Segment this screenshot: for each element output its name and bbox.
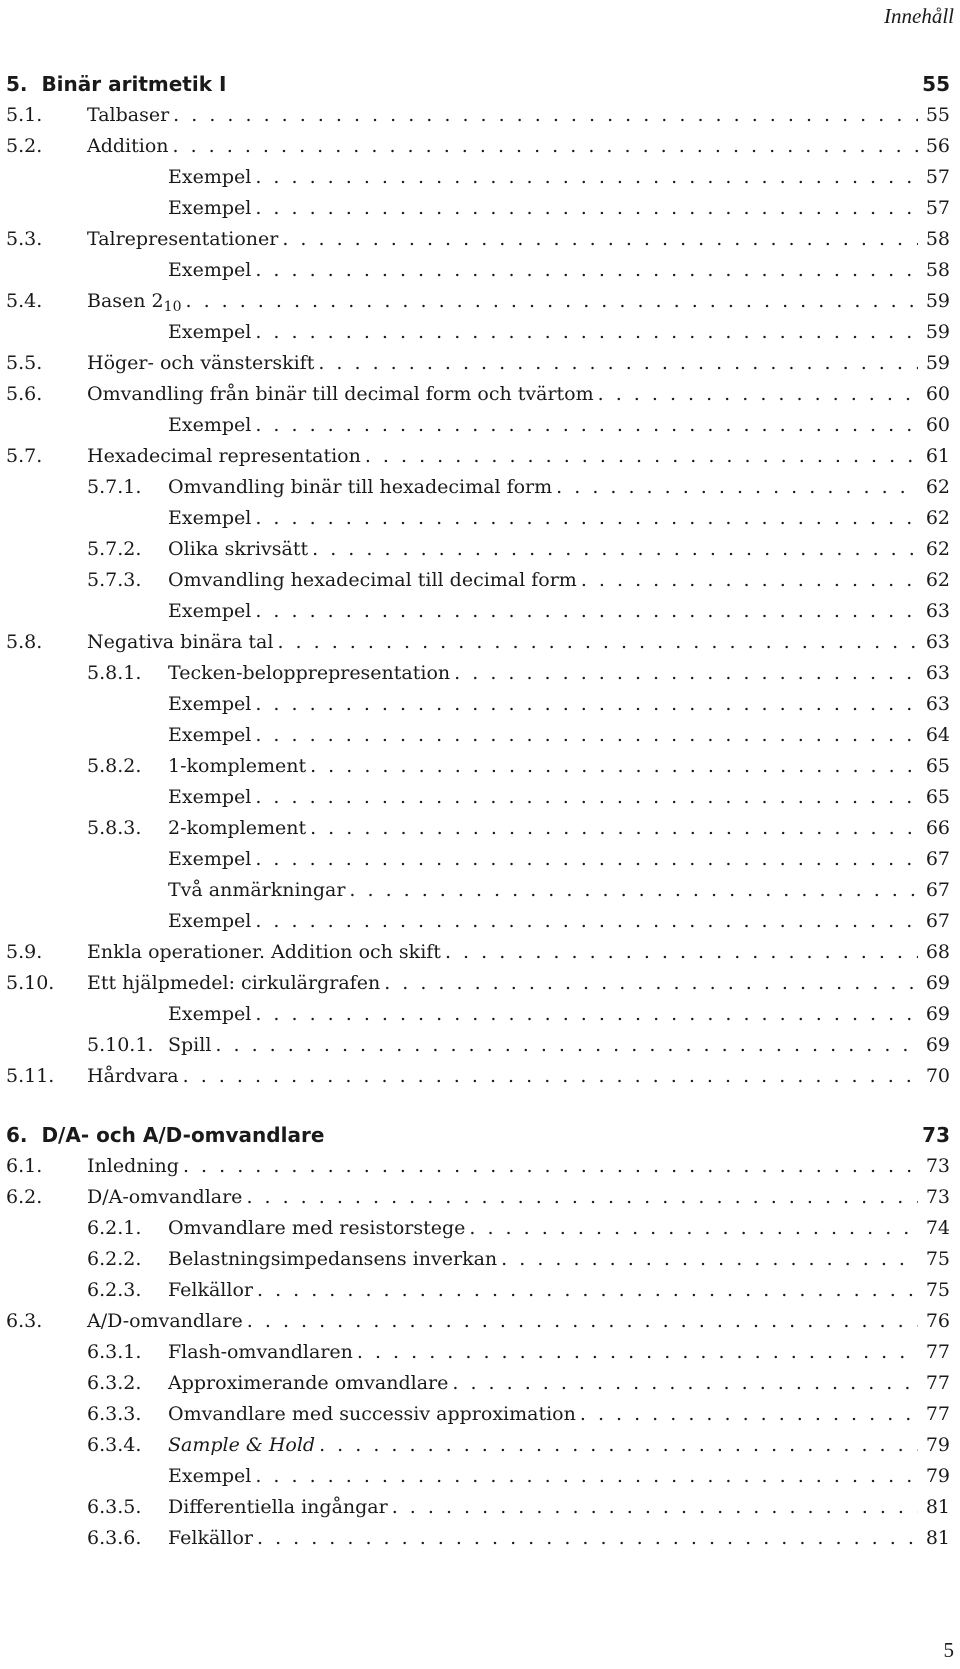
toc-entry[interactable] xyxy=(6,193,950,224)
toc-entry[interactable] xyxy=(6,1430,950,1461)
entry-number: 6.2.1. xyxy=(87,1217,142,1239)
dot-leader xyxy=(255,1461,918,1492)
entry-title: Omvandling hexadecimal till decimal form xyxy=(168,569,577,591)
entry-page: 79 xyxy=(925,1465,950,1487)
toc-entry[interactable] xyxy=(6,1213,950,1244)
entry-title: Basen $2_{10}$ xyxy=(87,290,182,315)
entry-title: Exempel xyxy=(168,724,252,746)
dot-leader xyxy=(246,1182,918,1213)
entry-number: 5.7.3. xyxy=(87,569,142,591)
entry-title: Flash-omvandlaren xyxy=(168,1341,353,1363)
dot-leader xyxy=(255,782,918,813)
chapter-title: 6. D/A- och A/D-omvandlare xyxy=(6,1123,325,1147)
entry-number: 5.6. xyxy=(6,383,43,405)
toc-entry[interactable] xyxy=(6,906,950,937)
entry-page: 69 xyxy=(925,1003,950,1025)
toc-entry[interactable] xyxy=(6,1399,950,1430)
entry-title: Talbaser xyxy=(87,104,170,126)
entry-page: 62 xyxy=(925,569,950,591)
entry-page: 63 xyxy=(925,631,950,653)
dot-leader xyxy=(215,1030,918,1061)
dot-leader xyxy=(349,875,918,906)
entry-title: Exempel xyxy=(168,197,252,219)
entry-number: 5.2. xyxy=(6,135,43,157)
toc-entry[interactable] xyxy=(6,1523,950,1554)
entry-title: Exempel xyxy=(168,259,252,281)
toc-entry[interactable] xyxy=(6,1461,950,1492)
dot-leader xyxy=(247,1306,918,1337)
entry-page: 67 xyxy=(925,848,950,870)
entry-title: Exempel xyxy=(168,166,252,188)
entry-title: Två anmärkningar xyxy=(168,879,346,901)
entry-title: Ett hjälpmedel: cirkulärgrafen xyxy=(87,972,381,994)
entry-page: 63 xyxy=(925,662,950,684)
entry-number: 6.3.3. xyxy=(87,1403,142,1425)
dot-leader xyxy=(183,1061,918,1092)
dot-leader xyxy=(452,1368,918,1399)
entry-page: 79 xyxy=(925,1434,950,1456)
entry-title: Olika skrivsätt xyxy=(168,538,309,560)
entry-page: 65 xyxy=(925,755,950,777)
entry-page: 77 xyxy=(925,1403,950,1425)
entry-page: 74 xyxy=(925,1217,950,1239)
dot-leader xyxy=(255,720,918,751)
entry-page: 73 xyxy=(925,1186,950,1208)
toc-entry[interactable] xyxy=(6,1492,950,1523)
running-header: Innehåll xyxy=(884,4,954,28)
entry-title: Hexadecimal representation xyxy=(87,445,361,467)
entry-title: Omvandling binär till hexadecimal form xyxy=(168,476,553,498)
entry-page: 67 xyxy=(925,910,950,932)
toc-entry[interactable] xyxy=(6,937,950,968)
entry-page: 63 xyxy=(925,600,950,622)
entry-page: 62 xyxy=(925,538,950,560)
entry-page: 70 xyxy=(925,1065,950,1087)
toc-entry[interactable] xyxy=(6,224,950,255)
dot-leader xyxy=(255,596,918,627)
entry-page: 67 xyxy=(925,879,950,901)
entry-page: 57 xyxy=(925,166,950,188)
entry-title: Omvandlare med successiv approximation xyxy=(168,1403,576,1425)
entry-title: Exempel xyxy=(168,693,252,715)
dot-leader xyxy=(310,751,918,782)
entry-page: 73 xyxy=(925,1155,950,1177)
toc-entry[interactable] xyxy=(6,596,950,627)
dot-leader xyxy=(501,1244,918,1275)
entry-page: 65 xyxy=(925,786,950,808)
entry-number: 5.7.1. xyxy=(87,476,142,498)
toc-entry[interactable] xyxy=(6,1306,950,1337)
entry-number: 5.4. xyxy=(6,290,43,312)
dot-leader xyxy=(319,1430,918,1461)
entry-page: 81 xyxy=(925,1527,950,1549)
toc-entry[interactable] xyxy=(6,813,950,844)
toc-entry[interactable] xyxy=(6,472,950,503)
toc-entry[interactable] xyxy=(6,255,950,286)
entry-page: 55 xyxy=(925,104,950,126)
entry-number: 5.7.2. xyxy=(87,538,142,560)
dot-leader xyxy=(255,906,918,937)
entry-page: 56 xyxy=(925,135,950,157)
toc-entry[interactable] xyxy=(6,720,950,751)
entry-page: 58 xyxy=(925,228,950,250)
entry-page: 64 xyxy=(925,724,950,746)
entry-page: 77 xyxy=(925,1372,950,1394)
toc-entry[interactable] xyxy=(6,1030,950,1061)
dot-leader xyxy=(255,193,918,224)
entry-title: Exempel xyxy=(168,910,252,932)
toc-entry[interactable] xyxy=(6,131,950,162)
dot-leader xyxy=(365,441,918,472)
entry-number: 5.5. xyxy=(6,352,43,374)
toc-entry[interactable] xyxy=(6,689,950,720)
entry-title: Spill xyxy=(168,1034,212,1056)
dot-leader xyxy=(318,348,918,379)
entry-page: 69 xyxy=(925,972,950,994)
chapter-page: 55 xyxy=(922,72,950,96)
dot-leader xyxy=(384,968,918,999)
chapter-page: 73 xyxy=(922,1123,950,1147)
entry-title: Exempel xyxy=(168,848,252,870)
entry-page: 57 xyxy=(925,197,950,219)
entry-title: 2-komplement xyxy=(168,817,307,839)
entry-number: 5.10.1. xyxy=(87,1034,154,1056)
entry-number: 5.10. xyxy=(6,972,55,994)
toc-entry[interactable] xyxy=(6,1182,950,1213)
entry-page: 59 xyxy=(925,321,950,343)
entry-number: 5.8.1. xyxy=(87,662,142,684)
entry-title: Belastningsimpedansens inverkan xyxy=(168,1248,498,1270)
entry-title: Exempel xyxy=(168,507,252,529)
entry-title: Felkällor xyxy=(168,1279,253,1301)
entry-page: 66 xyxy=(925,817,950,839)
toc-entry[interactable] xyxy=(6,565,950,596)
dot-leader xyxy=(173,100,918,131)
entry-title: Höger- och vänsterskift xyxy=(87,352,315,374)
dot-leader xyxy=(357,1337,918,1368)
dot-leader xyxy=(255,689,918,720)
entry-page: 62 xyxy=(925,507,950,529)
entry-title: Inledning xyxy=(87,1155,179,1177)
entry-title: Exempel xyxy=(168,414,252,436)
entry-page: 58 xyxy=(925,259,950,281)
entry-title: Tecken-belopprepresentation xyxy=(168,662,451,684)
toc-chapter-heading[interactable] xyxy=(6,1120,950,1151)
entry-number: 6.3.5. xyxy=(87,1496,142,1518)
entry-page: 59 xyxy=(925,352,950,374)
dot-leader xyxy=(310,813,918,844)
toc-entry[interactable] xyxy=(6,100,950,131)
toc-entry[interactable] xyxy=(6,410,950,441)
entry-page: 60 xyxy=(925,383,950,405)
dot-leader xyxy=(257,1275,918,1306)
toc-entry[interactable] xyxy=(6,844,950,875)
entry-number: 6.1. xyxy=(6,1155,43,1177)
entry-title: Exempel xyxy=(168,321,252,343)
chapter-title: 5. Binär aritmetik I xyxy=(6,72,227,96)
dot-leader xyxy=(581,565,918,596)
entry-page: 62 xyxy=(925,476,950,498)
entry-title: Exempel xyxy=(168,786,252,808)
dot-leader xyxy=(282,224,918,255)
dot-leader xyxy=(392,1492,918,1523)
entry-title: Omvandling från binär till decimal form och tvärtom xyxy=(87,383,594,405)
entry-number: 5.1. xyxy=(6,104,43,126)
entry-title: Felkällor xyxy=(168,1527,253,1549)
toc-entry[interactable] xyxy=(6,751,950,782)
toc-entry[interactable] xyxy=(6,968,950,999)
entry-number: 5.8.2. xyxy=(87,755,142,777)
dot-leader xyxy=(255,255,918,286)
dot-leader xyxy=(257,1523,918,1554)
toc-entry[interactable] xyxy=(6,782,950,813)
entry-title: D/A-omvandlare xyxy=(87,1186,243,1208)
toc-entry[interactable] xyxy=(6,162,950,193)
entry-number: 6.3. xyxy=(6,1310,43,1332)
dot-leader xyxy=(580,1399,918,1430)
entry-title: Talrepresentationer xyxy=(87,228,279,250)
toc-entry[interactable] xyxy=(6,999,950,1030)
toc-entry[interactable] xyxy=(6,348,950,379)
entry-page: 75 xyxy=(925,1248,950,1270)
dot-leader xyxy=(454,658,918,689)
dot-leader xyxy=(556,472,918,503)
entry-number: 6.2. xyxy=(6,1186,43,1208)
toc-entry[interactable] xyxy=(6,1061,950,1092)
chapter-spacer xyxy=(6,1092,950,1120)
entry-page: 75 xyxy=(925,1279,950,1301)
entry-number: 6.3.6. xyxy=(87,1527,142,1549)
entry-title: 1-komplement xyxy=(168,755,307,777)
dot-leader xyxy=(185,286,918,317)
table-of-contents xyxy=(6,69,950,1554)
dot-leader xyxy=(173,131,918,162)
entry-title: Differentiella ingångar xyxy=(168,1496,388,1518)
entry-number: 5.8.3. xyxy=(87,817,142,839)
entry-number: 5.11. xyxy=(6,1065,55,1087)
dot-leader xyxy=(255,844,918,875)
dot-leader xyxy=(255,999,918,1030)
entry-page: 76 xyxy=(925,1310,950,1332)
dot-leader xyxy=(445,937,918,968)
entry-page: 68 xyxy=(925,941,950,963)
entry-number: 6.3.2. xyxy=(87,1372,142,1394)
toc-entry[interactable] xyxy=(6,441,950,472)
entry-page: 81 xyxy=(925,1496,950,1518)
entry-number: 5.9. xyxy=(6,941,43,963)
entry-title: Addition xyxy=(87,135,169,157)
entry-title: Enkla operationer. Addition och skift xyxy=(87,941,441,963)
toc-entry[interactable] xyxy=(6,286,950,317)
entry-title: A/D-omvandlare xyxy=(87,1310,243,1332)
toc-entry[interactable] xyxy=(6,1337,950,1368)
entry-number: 5.8. xyxy=(6,631,43,653)
toc-entry[interactable] xyxy=(6,379,950,410)
entry-number: 6.2.2. xyxy=(87,1248,142,1270)
entry-page: 61 xyxy=(925,445,950,467)
dot-leader xyxy=(255,503,918,534)
entry-page: 63 xyxy=(925,693,950,715)
dot-leader xyxy=(277,627,918,658)
entry-title: Negativa binära tal xyxy=(87,631,274,653)
toc-entry[interactable] xyxy=(6,1275,950,1306)
toc-entry[interactable] xyxy=(6,534,950,565)
dot-leader xyxy=(469,1213,918,1244)
dot-leader xyxy=(255,162,918,193)
dot-leader xyxy=(255,410,918,441)
entry-title: Omvandlare med resistorstege xyxy=(168,1217,466,1239)
toc-entry[interactable] xyxy=(6,1151,950,1182)
toc-chapter-heading[interactable] xyxy=(6,69,950,100)
dot-leader xyxy=(255,317,918,348)
toc-entry[interactable] xyxy=(6,658,950,689)
toc-entry[interactable] xyxy=(6,503,950,534)
entry-title: Hårdvara xyxy=(87,1065,179,1087)
entry-number: 5.3. xyxy=(6,228,43,250)
entry-number: 6.3.1. xyxy=(87,1341,142,1363)
dot-leader xyxy=(183,1151,918,1182)
entry-title: Exempel xyxy=(168,1003,252,1025)
entry-title: Approximerande omvandlare xyxy=(168,1372,449,1394)
entry-title: Exempel xyxy=(168,1465,252,1487)
toc-entry[interactable] xyxy=(6,875,950,906)
entry-number: 5.7. xyxy=(6,445,43,467)
toc-entry[interactable] xyxy=(6,317,950,348)
page-number: 5 xyxy=(943,1638,954,1662)
toc-entry[interactable] xyxy=(6,1244,950,1275)
dot-leader xyxy=(312,534,918,565)
dot-leader xyxy=(598,379,918,410)
entry-page: 69 xyxy=(925,1034,950,1056)
entry-number: 6.2.3. xyxy=(87,1279,142,1301)
entry-title: Sample & Hold xyxy=(168,1434,316,1456)
entry-title: Exempel xyxy=(168,600,252,622)
entry-page: 60 xyxy=(925,414,950,436)
toc-entry[interactable] xyxy=(6,627,950,658)
entry-number: 6.3.4. xyxy=(87,1434,142,1456)
entry-page: 77 xyxy=(925,1341,950,1363)
entry-page: 59 xyxy=(925,290,950,312)
toc-entry[interactable] xyxy=(6,1368,950,1399)
